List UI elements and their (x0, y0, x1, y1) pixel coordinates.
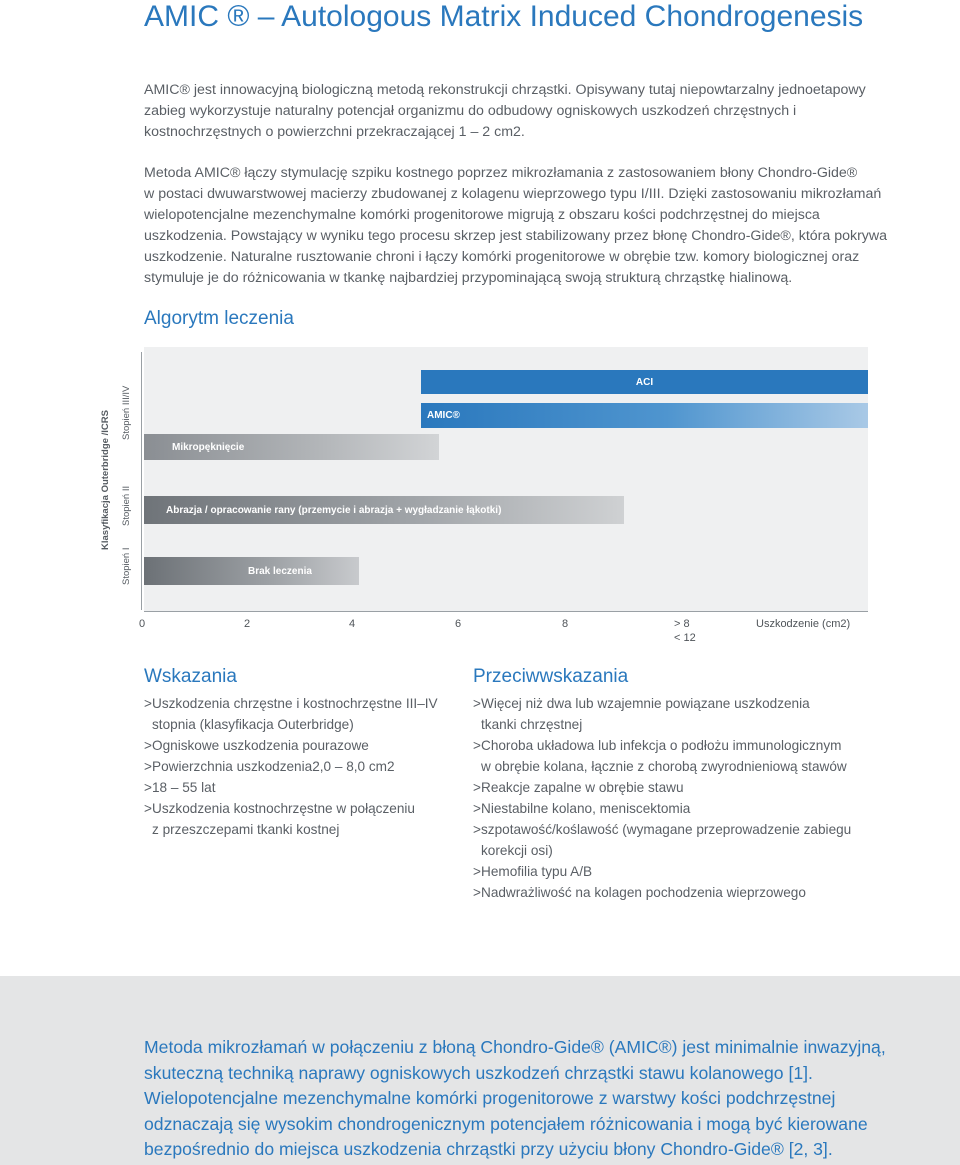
list-item (144, 798, 454, 840)
y-group-label: Klasyfikacja Outerbridge /ICRS (100, 410, 111, 550)
x-tick: > 8 (674, 618, 690, 630)
bullet-icon: > (473, 822, 481, 837)
x-tick: 8 (562, 618, 569, 630)
list-item-text: stopnia (klasyfikacja Outerbridge) (152, 717, 354, 732)
list-item (473, 693, 873, 735)
bar-label-abrasion: Abrazja / opracowanie rany (przemycie i abrazja + wygładzanie łąkotki) (166, 504, 502, 516)
list-item (144, 693, 454, 735)
list-item-text: 18 – 55 lat (152, 780, 216, 795)
intro-line: AMIC® jest innowacyjną biologiczną metodą rekonstrukcji chrząstki. Opisywany tutaj niepowtarzalny jednoetapowy (144, 82, 866, 98)
list-item (144, 756, 454, 777)
bar-aci (421, 370, 868, 394)
algorithm-title: Algorytm leczenia (144, 308, 294, 329)
y-axis-line (141, 352, 142, 610)
footer-line: odznaczają się wysokim chondrogenicznym potencjałem różnicowania i mogą być kierowane (144, 1113, 868, 1134)
bullet-icon: > (473, 696, 481, 711)
y-category-label: Stopień II (121, 485, 132, 526)
list-item-text: Hemofilia typu A/B (481, 864, 593, 879)
page-title: AMIC ® – Autologous Matrix Induced Chondrogenesis (144, 0, 864, 33)
x-tick: < 12 (674, 632, 696, 644)
list-item (473, 798, 873, 819)
indications-title: Wskazania (144, 666, 237, 687)
list-item-text: Powierzchnia uszkodzenia2,0 – 8,0 cm2 (152, 759, 395, 774)
bullet-icon: > (144, 759, 152, 774)
intro-line: zabieg wykorzystuje naturalny potencjał organizmu do odbudowy ogniskowych uszkodzeń chrzęstnych i (144, 103, 797, 119)
bar-abrasion (144, 496, 624, 524)
footer-line: Wielopotencjalne mezenchymalne komórki progenitorowe z warstwy kości podchrzęstnej (144, 1088, 836, 1108)
list-item (473, 777, 873, 798)
footer-line: bezpośrednio do miejsca uszkodzenia chrząstki przy użyciu błony Chondro-Gide® [2, 3]. (144, 1139, 833, 1159)
bar-label-no-treatment: Brak leczenia (248, 565, 312, 577)
x-tick: 6 (455, 618, 462, 630)
list-item-text: Nadwrażliwość na kolagen pochodzenia wieprzowego (481, 885, 806, 900)
list-item-text: tkanki chrzęstnej (481, 717, 583, 732)
x-tick: 4 (349, 618, 356, 630)
list-item-text: Uszkodzenia chrzęstne i kostnochrzęstne III–IV (152, 696, 438, 711)
footer-summary (144, 1035, 904, 1163)
list-item (473, 882, 873, 903)
bar-label-amic: AMIC® (427, 410, 460, 421)
footer-line: skuteczną techniką naprawy ogniskowych uszkodzeń chrząstki stawu kolanowego [1]. (144, 1062, 813, 1083)
list-item (144, 735, 454, 756)
bullet-icon: > (473, 801, 481, 816)
bullet-icon: > (144, 801, 152, 816)
x-axis-label-text: Uszkodzenie (cm2) (756, 618, 851, 630)
list-item-text: Niestabilne kolano, meniscektomia (481, 801, 691, 816)
bullet-icon: > (144, 780, 152, 795)
method-paragraph (144, 163, 888, 289)
footer-line: Metoda mikrozłamań w połączeniu z błoną Chondro-Gide® (AMIC®) jest minimalnie inwazyjną, (144, 1037, 886, 1057)
list-item-text: korekcji osi) (481, 843, 553, 858)
method-line: Metoda AMIC® łączy stymulację szpiku kostnego poprzez mikrozłamania z zastosowaniem błony Chondro-Gide® (144, 165, 858, 181)
list-item (473, 819, 873, 861)
bar-label-microfracture: Mikropęknięcie (172, 441, 245, 453)
bullet-icon: > (473, 885, 481, 900)
x-tick: 0 (139, 618, 146, 630)
list-item-text: Reakcje zapalne w obrębie stawu (481, 780, 684, 795)
list-item-text: z przeszczepami tkanki kostnej (152, 822, 340, 837)
bullet-icon: > (144, 738, 152, 753)
bullet-icon: > (144, 696, 152, 711)
contraindications-title: Przeciwwskazania (473, 666, 629, 687)
method-line: uszkodzenia. Powstający w wyniku tego procesu skrzep jest stabilizowany przez błonę Chondro-Gide®, która pokrywa (144, 228, 888, 244)
list-item-text: szpotawość/koślawość (wymagane przeprowadzenie zabiegu (481, 822, 852, 837)
bullet-icon: > (473, 738, 481, 753)
bullet-icon: > (473, 864, 481, 879)
x-axis-label (756, 618, 850, 630)
method-line: w postaci dwuwarstwowej macierzy zbudowanej z kolagenu wieprzowego typu I/III. Dzięki zastosowaniu mikrozłamań (144, 186, 882, 202)
list-item-text: Ogniskowe uszkodzenia pourazowe (152, 738, 369, 753)
list-item-text: w obrębie kolana, łącznie z chorobą zwyrodnieniową stawów (481, 759, 847, 774)
method-line: wielopotencjalne mezenchymalne komórki progenitorowe migrują z obszaru kości podchrzęstnej do miejsca (144, 207, 820, 223)
bar-amic (421, 403, 868, 428)
x-tick: 2 (244, 618, 251, 630)
method-line: stymuluje je do różnicowania w tkankę najbardziej przypominającą swoją strukturą chrząstkę hialinową. (144, 270, 793, 286)
list-item-text: Więcej niż dwa lub wzajemnie powiązane uszkodzenia (481, 696, 810, 711)
bar-microfracture (144, 434, 439, 460)
indications-list (144, 693, 454, 840)
list-item (473, 735, 873, 777)
y-category-label: Stopień III/IV (121, 385, 132, 440)
list-item-text: Choroba układowa lub infekcja o podłożu immunologicznym (481, 738, 842, 753)
contraindications-list (473, 693, 873, 903)
list-item (144, 777, 454, 798)
intro-line: kostnochrzęstnych o powierzchni przekraczającej 1 – 2 cm2. (144, 124, 525, 140)
x-axis-line (144, 611, 868, 612)
intro-paragraph (144, 80, 864, 143)
bullet-icon: > (473, 780, 481, 795)
list-item-text: Uszkodzenia kostnochrzęstne w połączeniu (152, 801, 415, 816)
y-category-label: Stopień I (121, 547, 132, 585)
list-item (473, 861, 873, 882)
bar-label-aci: ACI (635, 376, 654, 388)
bar-no-treatment (144, 557, 359, 585)
method-line: uszkodzenie. Naturalne rusztowanie chroni i łączy komórki progenitorowe w obrębie tzw. komory biologicznej oraz (144, 249, 860, 265)
